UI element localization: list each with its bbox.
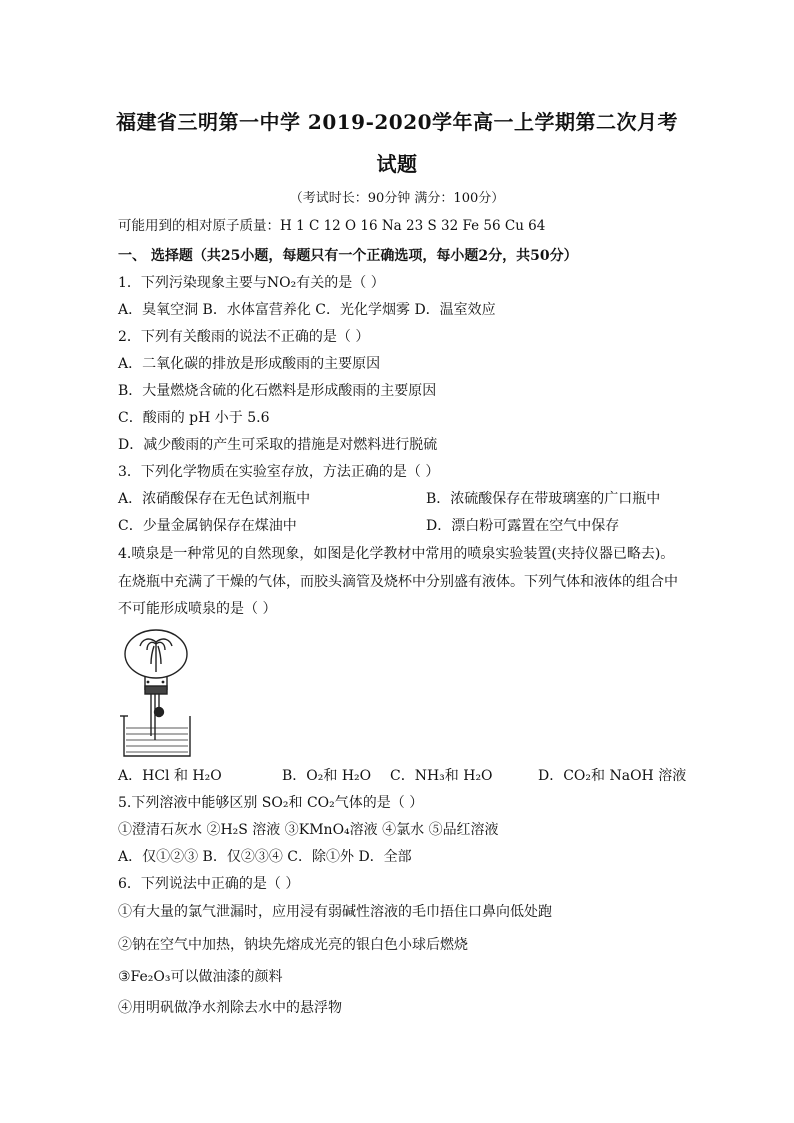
q6-statement-1: ①有大量的氯气泄漏时，应用浸有弱碱性溶液的毛巾捂住口鼻向低处跑 (118, 904, 552, 920)
q4-option-a: A．HCl 和 H₂O (118, 768, 222, 784)
q5-items: ①澄清石灰水 ②H₂S 溶液 ③KMnO₄溶液 ④氯水 ⑤品红溶液 (118, 822, 499, 838)
q3-option-d: D．漂白粉可露置在空气中保存 (426, 518, 620, 534)
fountain-apparatus-figure (118, 624, 198, 760)
atomic-masses: 可能用到的相对原子质量：H 1 C 12 O 16 Na 23 S 32 Fe 56 Cu 64 (118, 218, 546, 234)
q2-option-c: C．酸雨的 pH 小于 5.6 (118, 410, 270, 426)
q3-stem: 3．下列化学物质在实验室存放，方法正确的是（ ） (118, 464, 440, 480)
q5-stem: 5.下列溶液中能够区别 SO₂和 CO₂气体的是（ ） (118, 795, 424, 811)
exam-info: （考试时长：90分钟 满分：100分） (289, 191, 505, 206)
q2-stem: 2．下列有关酸雨的说法不正确的是（ ） (118, 329, 370, 345)
q4-stem-line1: 4.喷泉是一种常见的自然现象，如图是化学教材中常用的喷泉实验装置(夹持仪器已略去)。 (118, 546, 675, 562)
q6-statement-2: ②钠在空气中加热，钠块先熔成光亮的银白色小球后燃烧 (118, 937, 468, 953)
section-heading: 一、 选择题（共25小题，每题只有一个正确选项，每小题2分，共50分） (118, 248, 578, 264)
q6-statement-3: ③Fe₂O₃可以做油漆的颜料 (118, 969, 283, 985)
q2-option-d: D．减少酸雨的产生可采取的措施是对燃料进行脱硫 (118, 437, 438, 453)
q1-options: A．臭氧空洞 B．水体富营养化 C．光化学烟雾 D．温室效应 (118, 302, 496, 318)
q3-option-b: B．浓硫酸保存在带玻璃塞的广口瓶中 (426, 491, 661, 507)
q4-option-d: D．CO₂和 NaOH 溶液 (538, 768, 687, 784)
q6-statement-4: ④用明矾做净水剂除去水中的悬浮物 (118, 1000, 342, 1016)
q5-options: A．仅①②③ B．仅②③④ C．除①外 D．全部 (118, 849, 412, 865)
q2-option-a: A．二氧化碳的排放是形成酸雨的主要原因 (118, 356, 381, 372)
q4-stem-line3: 不可能形成喷泉的是（ ） (118, 601, 277, 617)
q6-stem: 6．下列说法中正确的是（ ） (118, 876, 300, 892)
page-title-line1: 福建省三明第一中学 2019-2020学年高一上学期第二次月考 (115, 110, 679, 134)
q3-option-a: A．浓硝酸保存在无色试剂瓶中 (118, 491, 311, 507)
q4-option-c: C．NH₃和 H₂O (390, 768, 493, 784)
q1-stem: 1．下列污染现象主要与NO₂有关的是（ ） (118, 275, 385, 291)
q4-stem-line2: 在烧瓶中充满了干燥的气体，而胶头滴管及烧杯中分别盛有液体。下列气体和液体的组合中 (118, 574, 678, 590)
q3-option-c: C．少量金属钠保存在煤油中 (118, 518, 297, 534)
q2-option-b: B．大量燃烧含硫的化石燃料是形成酸雨的主要原因 (118, 383, 437, 399)
page-title-line2: 试题 (376, 152, 418, 176)
q4-option-b: B．O₂和 H₂O (282, 768, 372, 784)
